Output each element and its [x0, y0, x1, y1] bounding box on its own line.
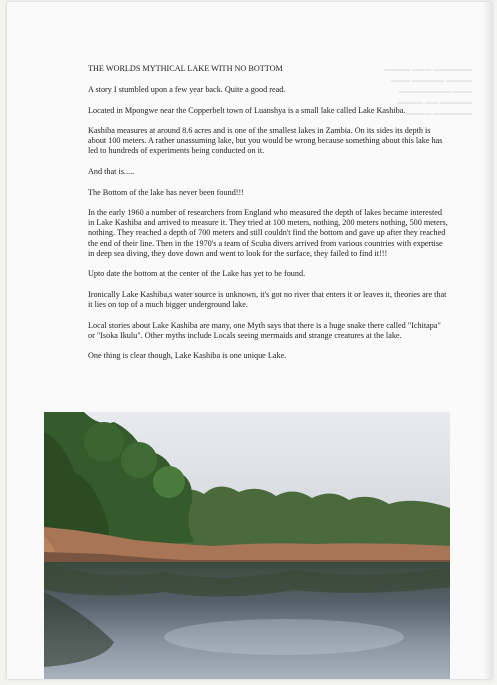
paragraph-and-that-is: And that is.....	[88, 167, 135, 177]
paragraph-intro: A story I stumbled upon a few year back. Quite a good read.	[88, 85, 286, 95]
paragraph-conclusion: One thing is clear though, Lake Kashiba is one unique Lake.	[88, 351, 287, 361]
paragraph-research-history: In the early 1960 a number of researchers from England who measured the depth of lakes became interested in Lake Kashiba and arrived to measure it. They tried at 100 meters, nothing, 200 meters nothing, 500 meters, nothing. They reached a depth of 700 meters and still couldn't find the bottom and gave up after they reached the end of their line. Then in the 1970's a team of Scuba divers arrived from various countries with expertise in deep sea diving, they dove down and went to look for the surface, they failed to find it!!!	[88, 208, 448, 258]
scanned-page	[7, 2, 492, 679]
paragraph-water-source: Ironically Lake Kashiba,s water source is unknown, it's got no river that enters it or leaves it, theories are that it lies on top of a much bigger underground lake.	[88, 289, 447, 309]
paragraph-upto-date: Upto date the bottom at the center of the Lake has yet to be found.	[88, 269, 306, 279]
article-body	[88, 64, 448, 372]
lake-photo-illustration	[44, 412, 450, 679]
paragraph-location: Located in Mpongwe near the Copperbelt town of Luanshya is a small lake called Lake Kashiba.	[88, 105, 406, 115]
paragraph-local-myths: Local stories about Lake Kashiba are many, one Myth says that there is a huge snake there called "Ichitapa" or "Isoka Ikulu". Other myths include Locals seeing mermaids and strange creatures at the lake.	[88, 320, 441, 340]
bleed-through-text: ▬▬▬▬▬▬ ▬▬▬ ▬▬▬▬ ▬▬▬▬ ▬▬▬▬▬ ▬▬▬ ▬▬▬ ▬▬▬▬▬▬▬▬ ▬▬▬▬▬ ▬▬ ▬▬▬▬ ▬▬▬▬▬▬ ▬▬▬▬	[384, 66, 472, 117]
paragraph-size: Kashiba measures at around 8.6 acres and is one of the smallest lakes in Zambia. On its sides its depth is about 100 meters. A rather unassuming lake, but you would be wrong because something about this lake has led to hundreds of experiments being conducted on it.	[88, 126, 443, 156]
paragraph-bottom-not-found: The Bottom of the lake has never been found!!!	[88, 187, 244, 197]
article-title: THE WORLDS MYTHICAL LAKE WITH NO BOTTOM	[88, 64, 283, 73]
lake-photo	[44, 412, 450, 679]
